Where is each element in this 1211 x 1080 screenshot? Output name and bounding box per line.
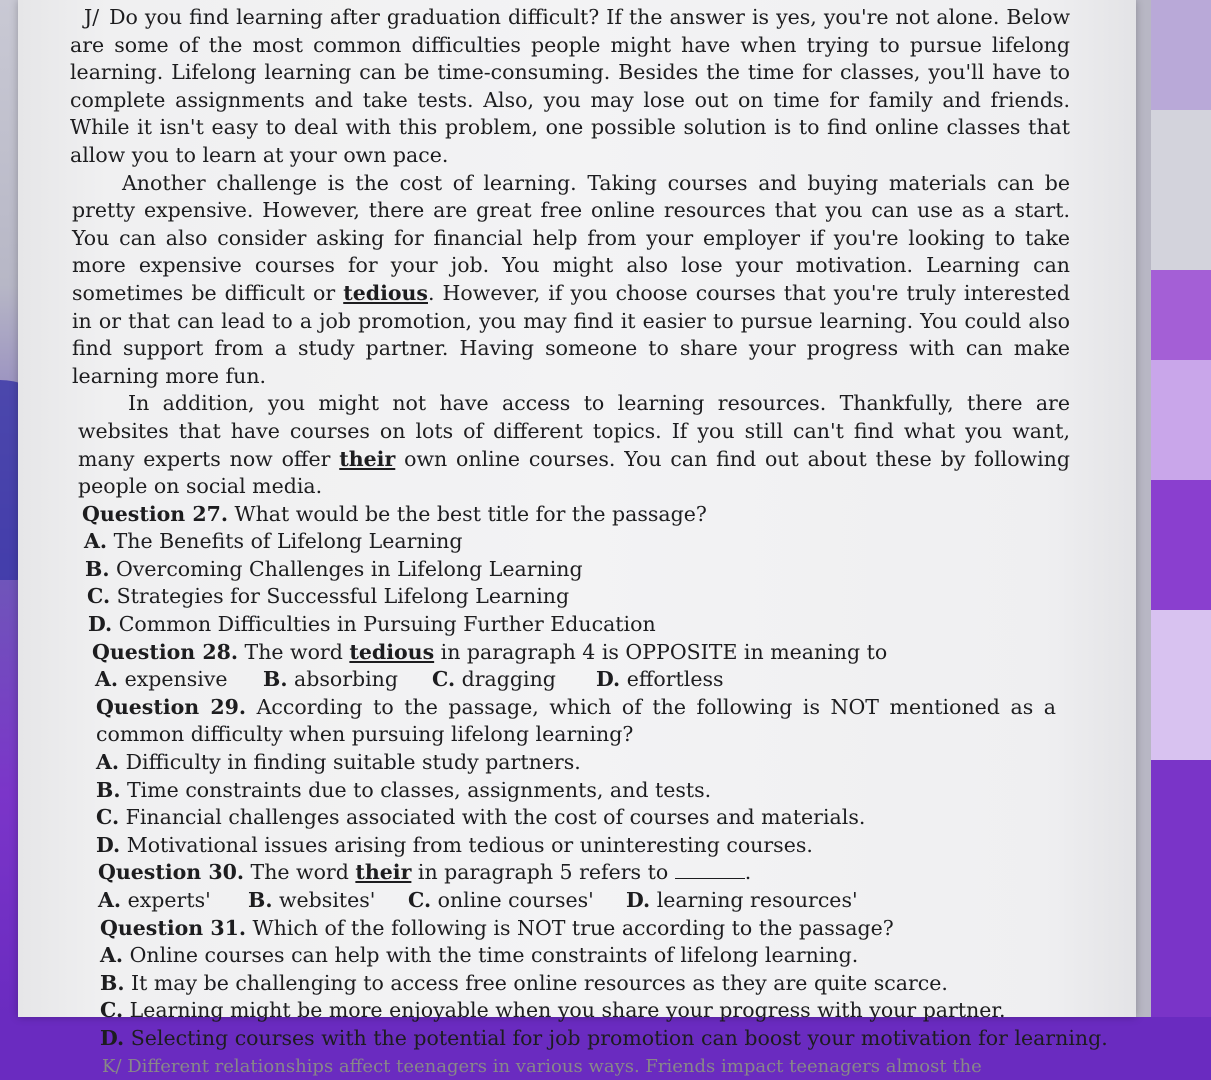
- question-label: Question 30.: [98, 860, 244, 885]
- answer-option-d[interactable]: D. Selecting courses with the potential for job promotion can boost your motivation for learning.: [100, 1025, 1108, 1050]
- question-label: Question 31.: [100, 915, 246, 940]
- answer-option-d[interactable]: D. Common Difficulties in Pursuing Further Education: [88, 612, 656, 637]
- question-label: Question 28.: [92, 639, 238, 664]
- question-stem: [82, 501, 1070, 529]
- fabric-check: [1151, 270, 1211, 360]
- question-stem: Question 30. The word their in paragraph 5 refers to .: [98, 860, 752, 885]
- answer-option-b[interactable]: B. Overcoming Challenges in Lifelong Learning: [85, 556, 583, 581]
- passage-paragraph-3: [78, 390, 1070, 500]
- question-29: [96, 694, 1056, 860]
- document-page: [70, 4, 1108, 1077]
- paragraph-text: own online courses. You can find out about these by following people on social media.: [78, 446, 1070, 499]
- fabric-check: [1151, 360, 1211, 480]
- question-text: What would be the best title for the passage?: [234, 501, 707, 526]
- fabric-check: [1151, 760, 1211, 1017]
- answer-option-a[interactable]: A. experts': [98, 888, 211, 912]
- answer-option-a[interactable]: A. Online courses can help with the time constraints of lifelong learning.: [100, 943, 859, 968]
- answer-option-b[interactable]: B. Time constraints due to classes, assignments, and tests.: [96, 777, 712, 802]
- fabric-check: [1151, 610, 1211, 760]
- answer-option-c[interactable]: C. online courses': [408, 888, 594, 912]
- answer-option-d[interactable]: D. learning resources': [626, 888, 858, 912]
- question-text: Which of the following is NOT true according to the passage?: [252, 915, 894, 940]
- answer-option-c[interactable]: C. dragging: [432, 667, 556, 692]
- passage-paragraph-1: [70, 4, 1070, 170]
- answer-option-b[interactable]: B. websites': [248, 888, 376, 912]
- answer-option-d[interactable]: D. Motivational issues arising from tedious or uninteresting courses.: [96, 832, 813, 857]
- question-28: [92, 639, 1070, 694]
- question-text: According to the passage, which of the following is NOT mentioned as a common difficulty when pursuing lifelong learning?: [96, 694, 1057, 747]
- fabric-check: [1151, 0, 1211, 110]
- fabric-check: [1151, 480, 1211, 610]
- paragraph-text: In addition, you might not have access to learning resources. Thankfully, there are websites that have courses on lots of different topics. If you still can't find what you want, many experts now offer: [78, 391, 1070, 471]
- answer-option-d[interactable]: D. effortless: [596, 667, 724, 692]
- underlined-word-tedious: tedious: [343, 280, 428, 305]
- question-stem: Question 28. The word tedious in paragraph 4 is OPPOSITE in meaning to: [92, 639, 888, 664]
- question-label: Question 29.: [96, 694, 247, 719]
- answer-options-row: [95, 666, 1070, 694]
- fabric-check: [1151, 110, 1211, 270]
- answer-option-a[interactable]: A. The Benefits of Lifelong Learning: [84, 529, 463, 554]
- question-label: Question 27.: [82, 501, 228, 526]
- paragraph-text: Another challenge is the cost of learning. Taking courses and buying materials can be pretty expensive. However, there are great free online resources that you can use as a start. You can also consider asking for financial help from your employer if you're looking to take more expensive courses for your job. You might also lose your motivation. Learning can sometimes be difficult or: [72, 170, 1070, 305]
- answer-option-b[interactable]: B. It may be challenging to access free online resources as they are quite scarce.: [100, 970, 948, 995]
- question-30: [98, 859, 1070, 914]
- cut-off-next-section: K/ Different relationships affect teenagers in various ways. Friends impact teenagers almost the: [102, 1055, 982, 1077]
- answer-option-c[interactable]: C. Financial challenges associated with the cost of courses and materials.: [96, 805, 866, 830]
- section-marker: J/: [84, 5, 100, 29]
- question-31: [100, 915, 1108, 1053]
- answer-option-a[interactable]: A. expensive: [95, 667, 228, 692]
- underlined-word-tedious: tedious: [349, 639, 435, 664]
- answer-options-row: [98, 887, 1070, 915]
- paragraph-text: . However, if you choose courses that you're truly interested in or that can lead to a job promotion, you may find it easier to pursue learning. You could also find support from a study partner. Having someone to share your progress with can make learning more fun.: [72, 280, 1070, 388]
- answer-option-c[interactable]: C. Learning might be more enjoyable when you share your progress with your partner.: [100, 998, 1006, 1023]
- answer-option-a[interactable]: A. Difficulty in finding suitable study partners.: [96, 750, 581, 775]
- paragraph-text: Do you find learning after graduation difficult? If the answer is yes, you're not alone. Below are some of the most common difficulties people might have when trying to pursue lifelong learning. Lifelong learning can be time-consuming. Besides the time for classes, you'll have to complete assignments and take tests. Also, you may lose out on time for family and friends. While it isn't easy to deal with this problem, one possible solution is to find online classes that allow you to learn at your own pace.: [70, 5, 1070, 167]
- question-stem: [100, 915, 1070, 943]
- question-27: [82, 501, 1070, 639]
- answer-blank: [675, 862, 745, 879]
- underlined-word-their: their: [355, 860, 412, 885]
- answer-option-c[interactable]: C. Strategies for Successful Lifelong Learning: [87, 584, 570, 609]
- question-stem: [96, 694, 1056, 749]
- underlined-word-their: their: [339, 446, 396, 471]
- passage-paragraph-2: [72, 170, 1070, 391]
- answer-option-b[interactable]: B. absorbing: [263, 667, 399, 692]
